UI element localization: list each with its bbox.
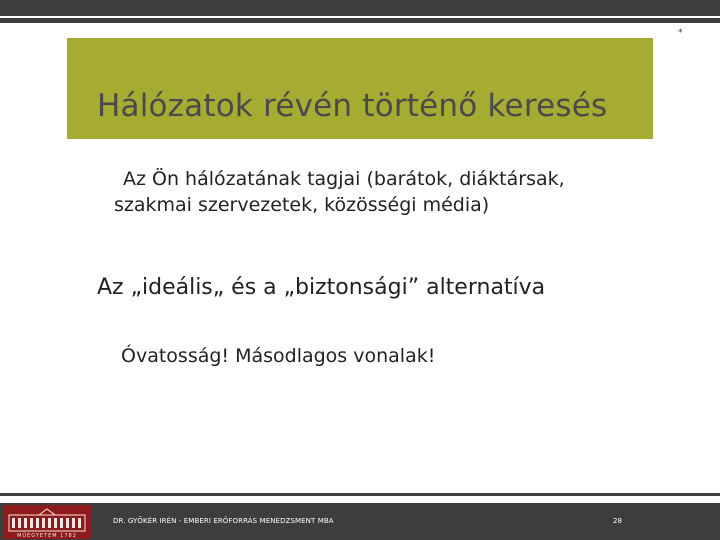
top-bar — [0, 0, 720, 16]
footer-author: DR. GYŐKÉR IRÉN - EMBERI ERŐFORRÁS MENEDZSMENT MBA — [113, 517, 334, 525]
bullet-line-2: szakmai szervezetek, közösségi média) — [114, 194, 490, 216]
bullet-alternatives: Az „ideális„ és a „biztonsági” alternatíva — [97, 275, 546, 300]
footer-rule — [0, 493, 720, 496]
top-bar-stripe — [0, 18, 720, 23]
page-number: 28 — [613, 517, 622, 525]
footer-bar — [0, 503, 720, 540]
slide-title: Hálózatok révén történő keresés — [97, 88, 608, 124]
university-logo — [3, 505, 91, 539]
bullet-line-1: Az Ön hálózatának tagjai (barátok, diáktársak, — [123, 168, 565, 190]
bullet-network-members — [114, 166, 565, 218]
bullet-caution: Óvatosság! Másodlagos vonalak! — [121, 345, 436, 367]
building-icon — [3, 505, 91, 539]
corner-mark: * — [678, 28, 683, 38]
logo-caption: MŰEGYETEM 1782 — [17, 533, 77, 539]
